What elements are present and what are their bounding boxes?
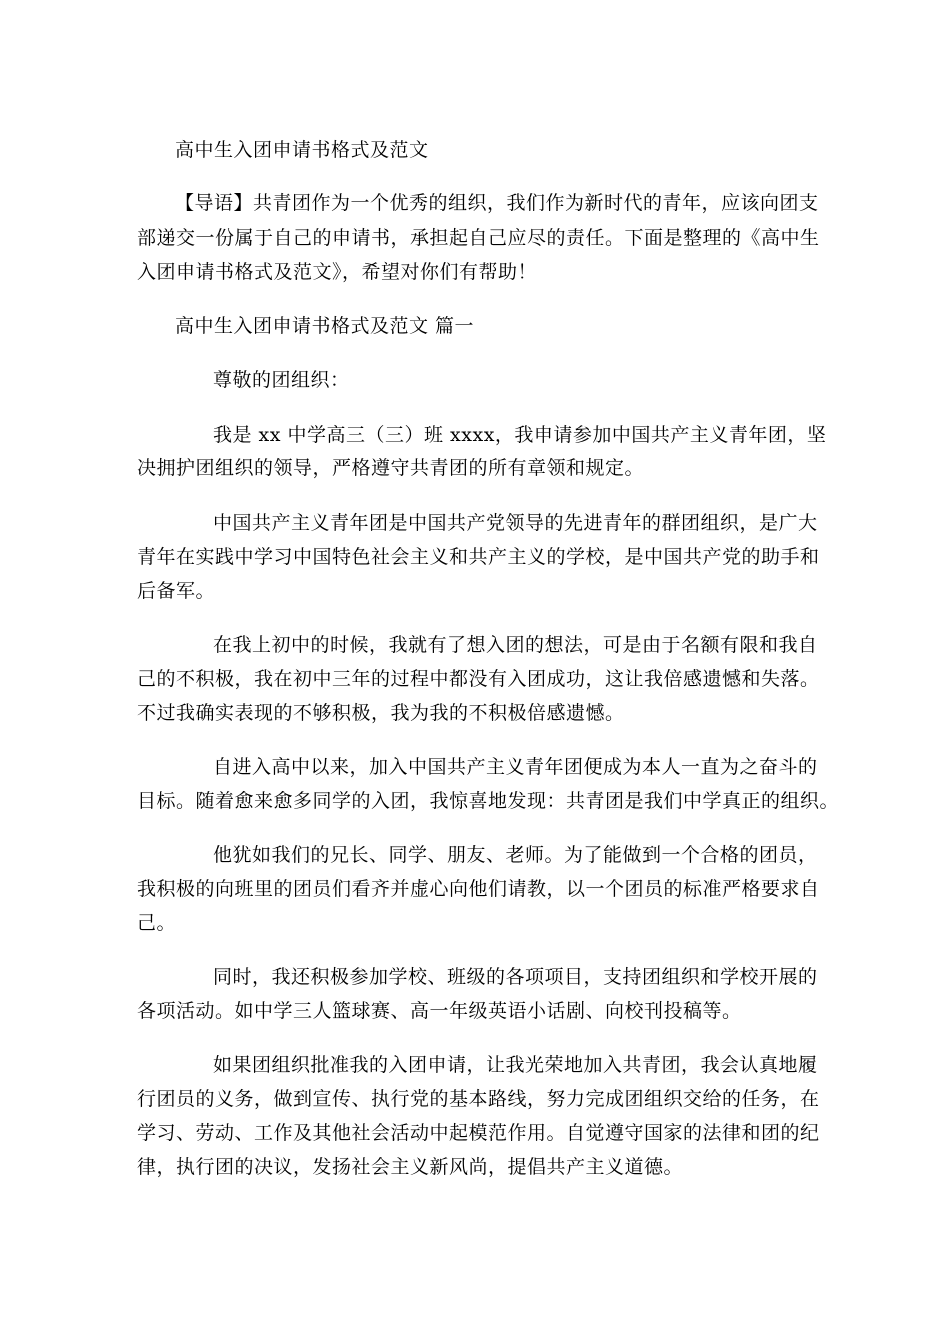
paragraph-line: 如果团组织批准我的入团申请，让我光荣地加入共青团，我会认真地履 <box>213 1054 818 1076</box>
paragraph-line: 各项活动。如中学三人篮球赛、高一年级英语小话剧、向校刊投稿等。 <box>137 1000 742 1022</box>
document-title: 高中生入团申请书格式及范文 <box>175 139 429 161</box>
paragraph-line: 后备军。 <box>137 580 216 602</box>
intro-line: 部递交一份属于自己的申请书，承担起自己应尽的责任。下面是整理的《高中生 <box>137 227 820 249</box>
paragraph-line: 同时，我还积极参加学校、班级的各项项目，支持团组织和学校开展的 <box>213 966 818 988</box>
paragraph-line: 行团员的义务，做到宣传、执行党的基本路线，努力完成团组织交给的任务，在 <box>137 1088 820 1110</box>
paragraph-line: 律，执行团的决议，发扬社会主义新风尚，提倡共产主义道德。 <box>137 1156 684 1178</box>
paragraph-line: 中国共产主义青年团是中国共产党领导的先进青年的群团组织，是广大 <box>213 512 818 534</box>
paragraph-line: 自进入高中以来，加入中国共产主义青年团便成为本人一直为之奋斗的 <box>213 756 818 778</box>
paragraph-line: 学习、劳动、工作及其他社会活动中起模范作用。自觉遵守国家的法律和团的纪 <box>137 1122 820 1144</box>
paragraph-line: 他犹如我们的兄长、同学、朋友、老师。为了能做到一个合格的团员， <box>213 844 818 866</box>
paragraph-line: 我积极的向班里的团员们看齐并虚心向他们请教，以一个团员的标准严格要求自 <box>137 878 820 900</box>
paragraph-line: 青年在实践中学习中国特色社会主义和共产主义的学校，是中国共产党的助手和 <box>137 546 820 568</box>
paragraph-line: 目标。随着愈来愈多同学的入团，我惊喜地发现：共青团是我们中学真正的组织。 <box>137 790 840 812</box>
paragraph-line: 己。 <box>137 912 177 934</box>
paragraph-line: 不过我确实表现的不够积极，我为我的不积极倍感遗憾。 <box>137 702 625 724</box>
intro-line: 入团申请书格式及范文》，希望对你们有帮助！ <box>137 261 538 283</box>
paragraph-line: 决拥护团组织的领导，严格遵守共青团的所有章领和规定。 <box>137 457 645 479</box>
paragraph-line: 我是 xx 中学高三（三）班 xxxx，我申请参加中国共产主义青年团，坚 <box>213 424 827 446</box>
paragraph-line: 在我上初中的时候，我就有了想入团的想法，可是由于名额有限和我自 <box>213 634 818 656</box>
section-heading: 高中生入团申请书格式及范文 篇一 <box>175 315 475 337</box>
salutation: 尊敬的团组织： <box>213 369 350 391</box>
intro-line: 【导语】共青团作为一个优秀的组织，我们作为新时代的青年，应该向团支 <box>175 192 819 214</box>
paragraph-line: 己的不积极，我在初中三年的过程中都没有入团成功，这让我倍感遗憾和失落。 <box>137 668 820 690</box>
